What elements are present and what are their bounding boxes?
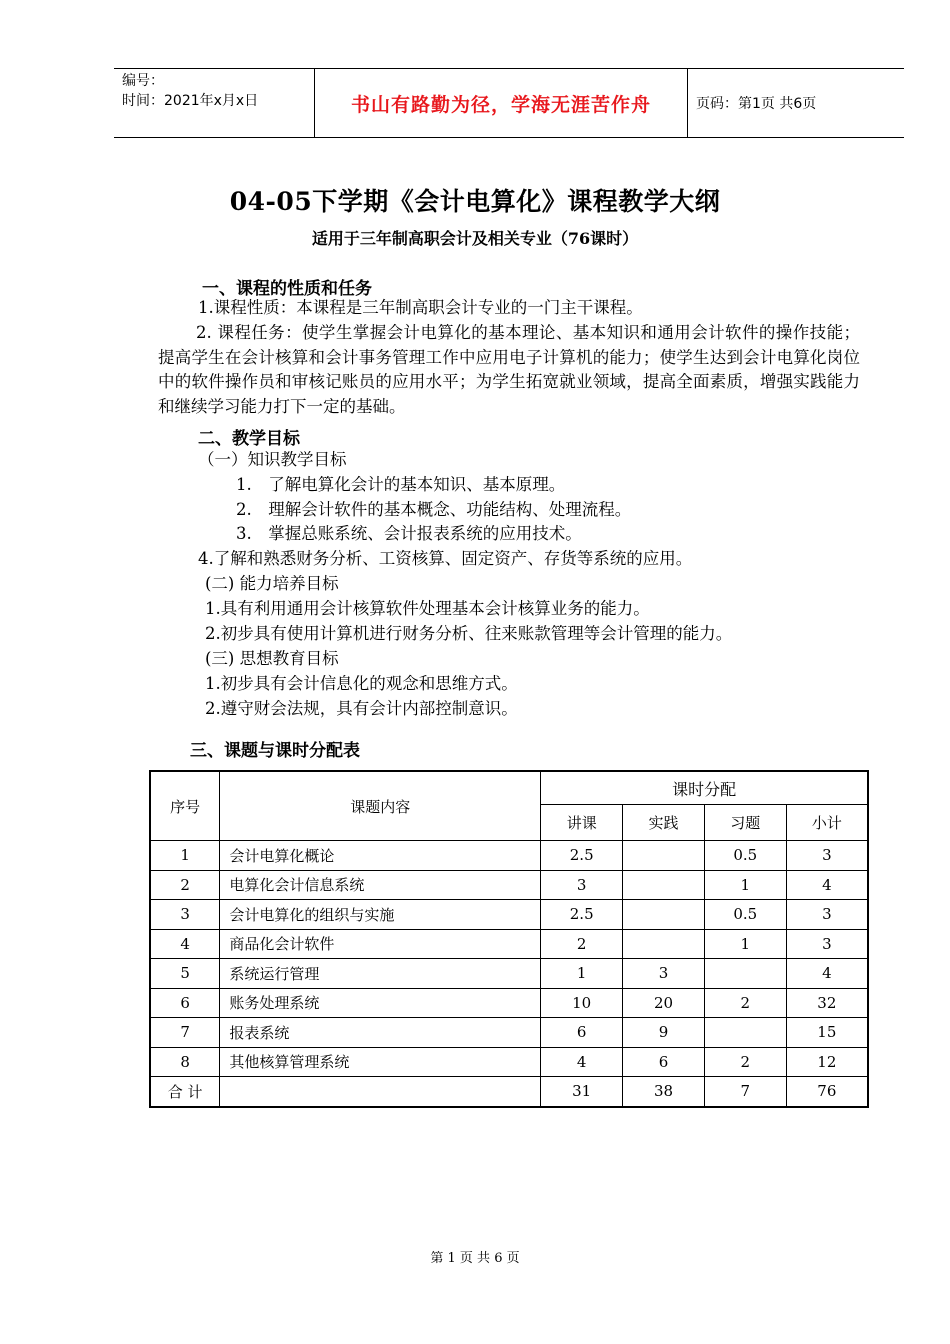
- cell-lecture: 1: [541, 959, 623, 989]
- cell-subtotal: 3: [786, 841, 868, 871]
- ability-goal-1: 1.具有利用通用会计核算软件处理基本会计核算业务的能力。: [205, 599, 650, 618]
- cell-exercise: 2: [704, 988, 786, 1018]
- table-row: [150, 900, 868, 930]
- cell-topic: 商品化会计软件: [220, 929, 541, 959]
- cell-practice: 6: [623, 1047, 705, 1077]
- cell-subtotal: 32: [786, 988, 868, 1018]
- cell-exercise: 1: [704, 870, 786, 900]
- cell-topic: 会计电算化的组织与实施: [220, 900, 541, 930]
- knowledge-goal-3: 3. 掌握总账系统、会计报表系统的应用技术。: [236, 524, 582, 543]
- section1-heading: 一、课程的性质和任务: [202, 279, 372, 299]
- col-header-lecture: 讲课: [541, 805, 623, 841]
- col-header-subtotal: 小计: [786, 805, 868, 841]
- cell-topic: 账务处理系统: [220, 988, 541, 1018]
- table-total-row: [150, 1077, 868, 1107]
- cell-no: 2: [150, 870, 220, 900]
- cell-no: 1: [150, 841, 220, 871]
- cell-topic: 其他核算管理系统: [220, 1047, 541, 1077]
- cell-lecture: 2.5: [541, 841, 623, 871]
- cell-topic: 报表系统: [220, 1018, 541, 1048]
- ideology-goals-heading: (三) 思想教育目标: [205, 649, 339, 668]
- cell-practice: [623, 900, 705, 930]
- ideology-goal-2: 2.遵守财会法规，具有会计内部控制意识。: [205, 699, 518, 718]
- hours-allocation-table: [149, 770, 869, 1108]
- cell-topic: 电算化会计信息系统: [220, 870, 541, 900]
- table-row: [150, 870, 868, 900]
- total-label: 合 计: [150, 1077, 220, 1107]
- table-row: [150, 988, 868, 1018]
- cell-no: 7: [150, 1018, 220, 1048]
- col-header-no: 序号: [150, 771, 220, 841]
- knowledge-goals-heading: （一）知识教学目标: [198, 450, 347, 469]
- cell-topic: 系统运行管理: [220, 959, 541, 989]
- col-header-exercise: 习题: [704, 805, 786, 841]
- cell-subtotal: 15: [786, 1018, 868, 1048]
- cell-practice: [623, 870, 705, 900]
- header-page-label: 页码：第1页 共6页: [696, 96, 817, 112]
- section1-item2: 2. 课程任务：使学生掌握会计电算化的基本理论、基本知识和通用会计软件的操作技能；提高学生在会计核算和会计事务管理工作中应用电子计算机的能力；使学生达到会计电算化岗位中的软件操作员和审核记账员的应用水平；为学生拓宽就业领域，提高全面素质，增强实践能力和继续学习能力打下一定的基础。: [158, 323, 860, 416]
- table-row: [150, 929, 868, 959]
- section3-heading: 三、课题与课时分配表: [190, 741, 360, 761]
- cell-subtotal: 4: [786, 870, 868, 900]
- cell-no: 5: [150, 959, 220, 989]
- table-row: [150, 959, 868, 989]
- cell-lecture: 10: [541, 988, 623, 1018]
- cell-practice: 20: [623, 988, 705, 1018]
- cell-practice: [623, 929, 705, 959]
- ideology-goal-1: 1.初步具有会计信息化的观念和思维方式。: [205, 674, 518, 693]
- cell-practice: 3: [623, 959, 705, 989]
- col-header-practice: 实践: [623, 805, 705, 841]
- col-header-hours: 课时分配: [541, 771, 868, 805]
- total-topic: [220, 1077, 541, 1107]
- cell-no: 8: [150, 1047, 220, 1077]
- cell-topic: 会计电算化概论: [220, 841, 541, 871]
- cell-practice: 9: [623, 1018, 705, 1048]
- col-header-topic: 课题内容: [220, 771, 541, 841]
- table-row: [150, 1047, 868, 1077]
- page-subtitle: 适用于三年制高职会计及相关专业（76课时）: [311, 229, 639, 248]
- knowledge-goal-4: 4.了解和熟悉财务分析、工资核算、固定资产、存货等系统的应用。: [198, 549, 693, 568]
- cell-lecture: 2: [541, 929, 623, 959]
- knowledge-goal-1: 1. 了解电算化会计的基本知识、基本原理。: [236, 475, 566, 494]
- cell-practice: [623, 841, 705, 871]
- cell-no: 4: [150, 929, 220, 959]
- header-motto: 书山有路勤为径，学海无涯苦作舟: [314, 69, 688, 137]
- section2-heading: 二、教学目标: [198, 429, 300, 449]
- cell-lecture: 2.5: [541, 900, 623, 930]
- cell-exercise: 0.5: [704, 900, 786, 930]
- knowledge-goal-2: 2. 理解会计软件的基本概念、功能结构、处理流程。: [236, 500, 632, 519]
- total-lecture: 31: [541, 1077, 623, 1107]
- page-footer: 第 1 页 共 6 页: [430, 1251, 520, 1266]
- cell-exercise: [704, 1018, 786, 1048]
- cell-subtotal: 12: [786, 1047, 868, 1077]
- cell-exercise: 0.5: [704, 841, 786, 871]
- total-practice: 38: [623, 1077, 705, 1107]
- cell-exercise: 1: [704, 929, 786, 959]
- table-header-row: [150, 771, 868, 805]
- cell-subtotal: 3: [786, 900, 868, 930]
- cell-no: 6: [150, 988, 220, 1018]
- cell-lecture: 4: [541, 1047, 623, 1077]
- total-subtotal: 76: [786, 1077, 868, 1107]
- cell-subtotal: 4: [786, 959, 868, 989]
- table-row: [150, 841, 868, 871]
- header-meta: [114, 69, 314, 137]
- cell-subtotal: 3: [786, 929, 868, 959]
- section1-item1: 1.课程性质：本课程是三年制高职会计专业的一门主干课程。: [198, 298, 643, 317]
- ability-goals-heading: (二) 能力培养目标: [205, 574, 339, 593]
- number-label: 编号：: [122, 73, 164, 89]
- cell-lecture: 6: [541, 1018, 623, 1048]
- ability-goal-2: 2.初步具有使用计算机进行财务分析、往来账款管理等会计管理的能力。: [205, 624, 733, 643]
- cell-no: 3: [150, 900, 220, 930]
- cell-exercise: 2: [704, 1047, 786, 1077]
- cell-exercise: [704, 959, 786, 989]
- document-header: [114, 68, 904, 138]
- table-row: [150, 1018, 868, 1048]
- cell-lecture: 3: [541, 870, 623, 900]
- time-label: 时间：2021年x月x日: [122, 93, 259, 109]
- total-exercise: 7: [704, 1077, 786, 1107]
- page-title: 04-05下学期《会计电算化》课程教学大纲: [229, 187, 721, 216]
